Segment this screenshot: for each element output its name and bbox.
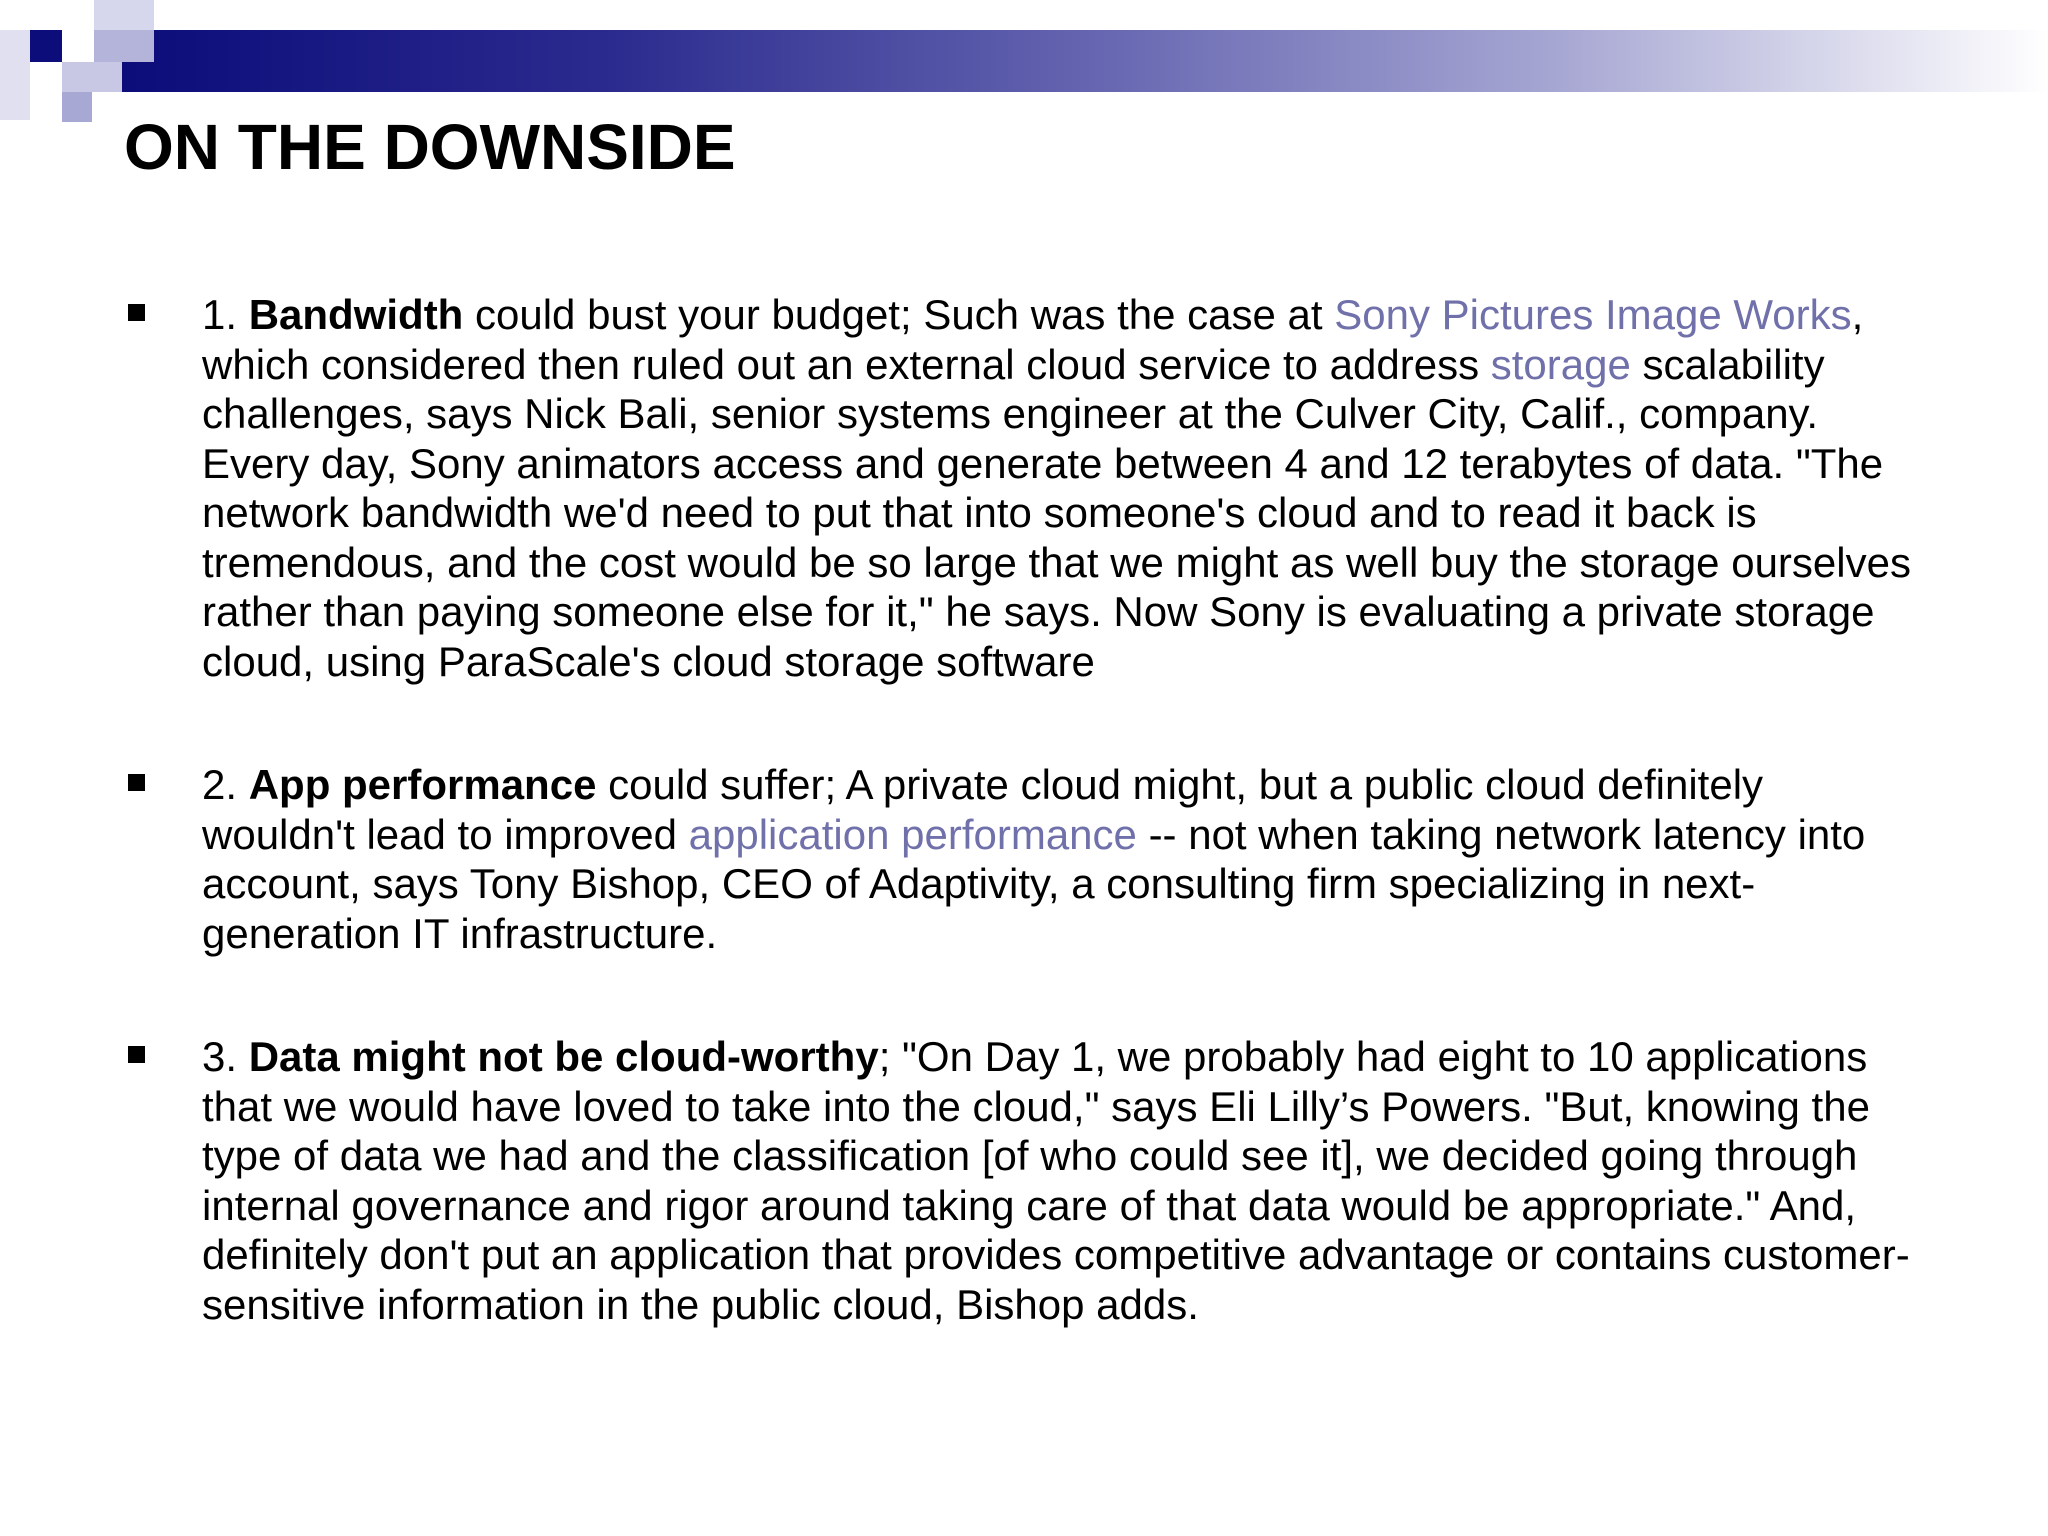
bullet-text: -- not when taking network latency into account, says Tony Bishop, CEO of Adaptivity, a consulting firm specializing in next-generation IT infrastructure. <box>202 810 1866 957</box>
decor-square-light-top <box>94 0 154 30</box>
bullet-text: ; "On Day 1, we probably had eight to 10 applications that we would have loved to take into the cloud," says Eli Lilly’s Powers. "But, knowing the type of data we had and the classification [of who could see it], we decided going through internal governance and rigor around taking care of that data would be appropriate." And, definitely don't put an application that provides competitive advantage or contains customer-sensitive information in the public cloud, Bishop adds. <box>202 1033 1910 1328</box>
decor-square-mid <box>94 30 154 62</box>
bullet-data-cloud-worthy <box>124 1032 1924 1329</box>
bullet-number: 1. <box>202 291 249 338</box>
bullet-list <box>124 290 1924 1403</box>
bullet-bandwidth <box>124 290 1924 686</box>
link-storage[interactable]: storage <box>1490 340 1631 388</box>
bullet-text: could suffer; A private cloud might, but a public cloud definitely wouldn't lead to improved <box>202 761 1764 858</box>
link-application-performance[interactable]: application performance <box>688 810 1137 858</box>
bullet-number: 2. <box>202 761 249 808</box>
header-gradient-bar <box>122 30 2048 92</box>
bullet-text: could bust your budget; Such was the case at <box>463 291 1335 338</box>
decor-square-lavender-small <box>62 92 92 122</box>
decor-square-light-left <box>0 30 30 120</box>
square-bullet-icon <box>128 774 145 791</box>
link-sony-pictures[interactable]: Sony Pictures Image Works <box>1334 291 1852 338</box>
bullet-heading: Bandwidth <box>248 291 464 338</box>
bullet-heading: Data might not be cloud-worthy <box>248 1033 879 1080</box>
bullet-app-performance <box>124 760 1924 958</box>
decor-square-lavender <box>62 62 122 92</box>
bullet-text: scalability challenges, says Nick Bali, senior systems engineer at the Culver City, Calif., company. Every day, Sony animators access and generate between 4 and 12 terabytes of data. "The network bandwidth we'd need to put that into someone's cloud and to read it back is tremendous, and the cost would be so large that we might as well buy the storage ourselves rather than paying someone else for it," he says. Now Sony is evaluating a private storage cloud, using ParaScale's cloud storage software <box>202 340 1911 685</box>
bullet-heading: App performance <box>248 761 597 808</box>
bullet-number: 3. <box>202 1033 249 1080</box>
square-bullet-icon <box>128 1046 145 1063</box>
bullet-text: , which considered then ruled out an external cloud service to address <box>202 291 1864 388</box>
square-bullet-icon <box>128 304 145 321</box>
decor-square-navy <box>30 30 62 62</box>
slide-title: ON THE DOWNSIDE <box>124 111 736 183</box>
